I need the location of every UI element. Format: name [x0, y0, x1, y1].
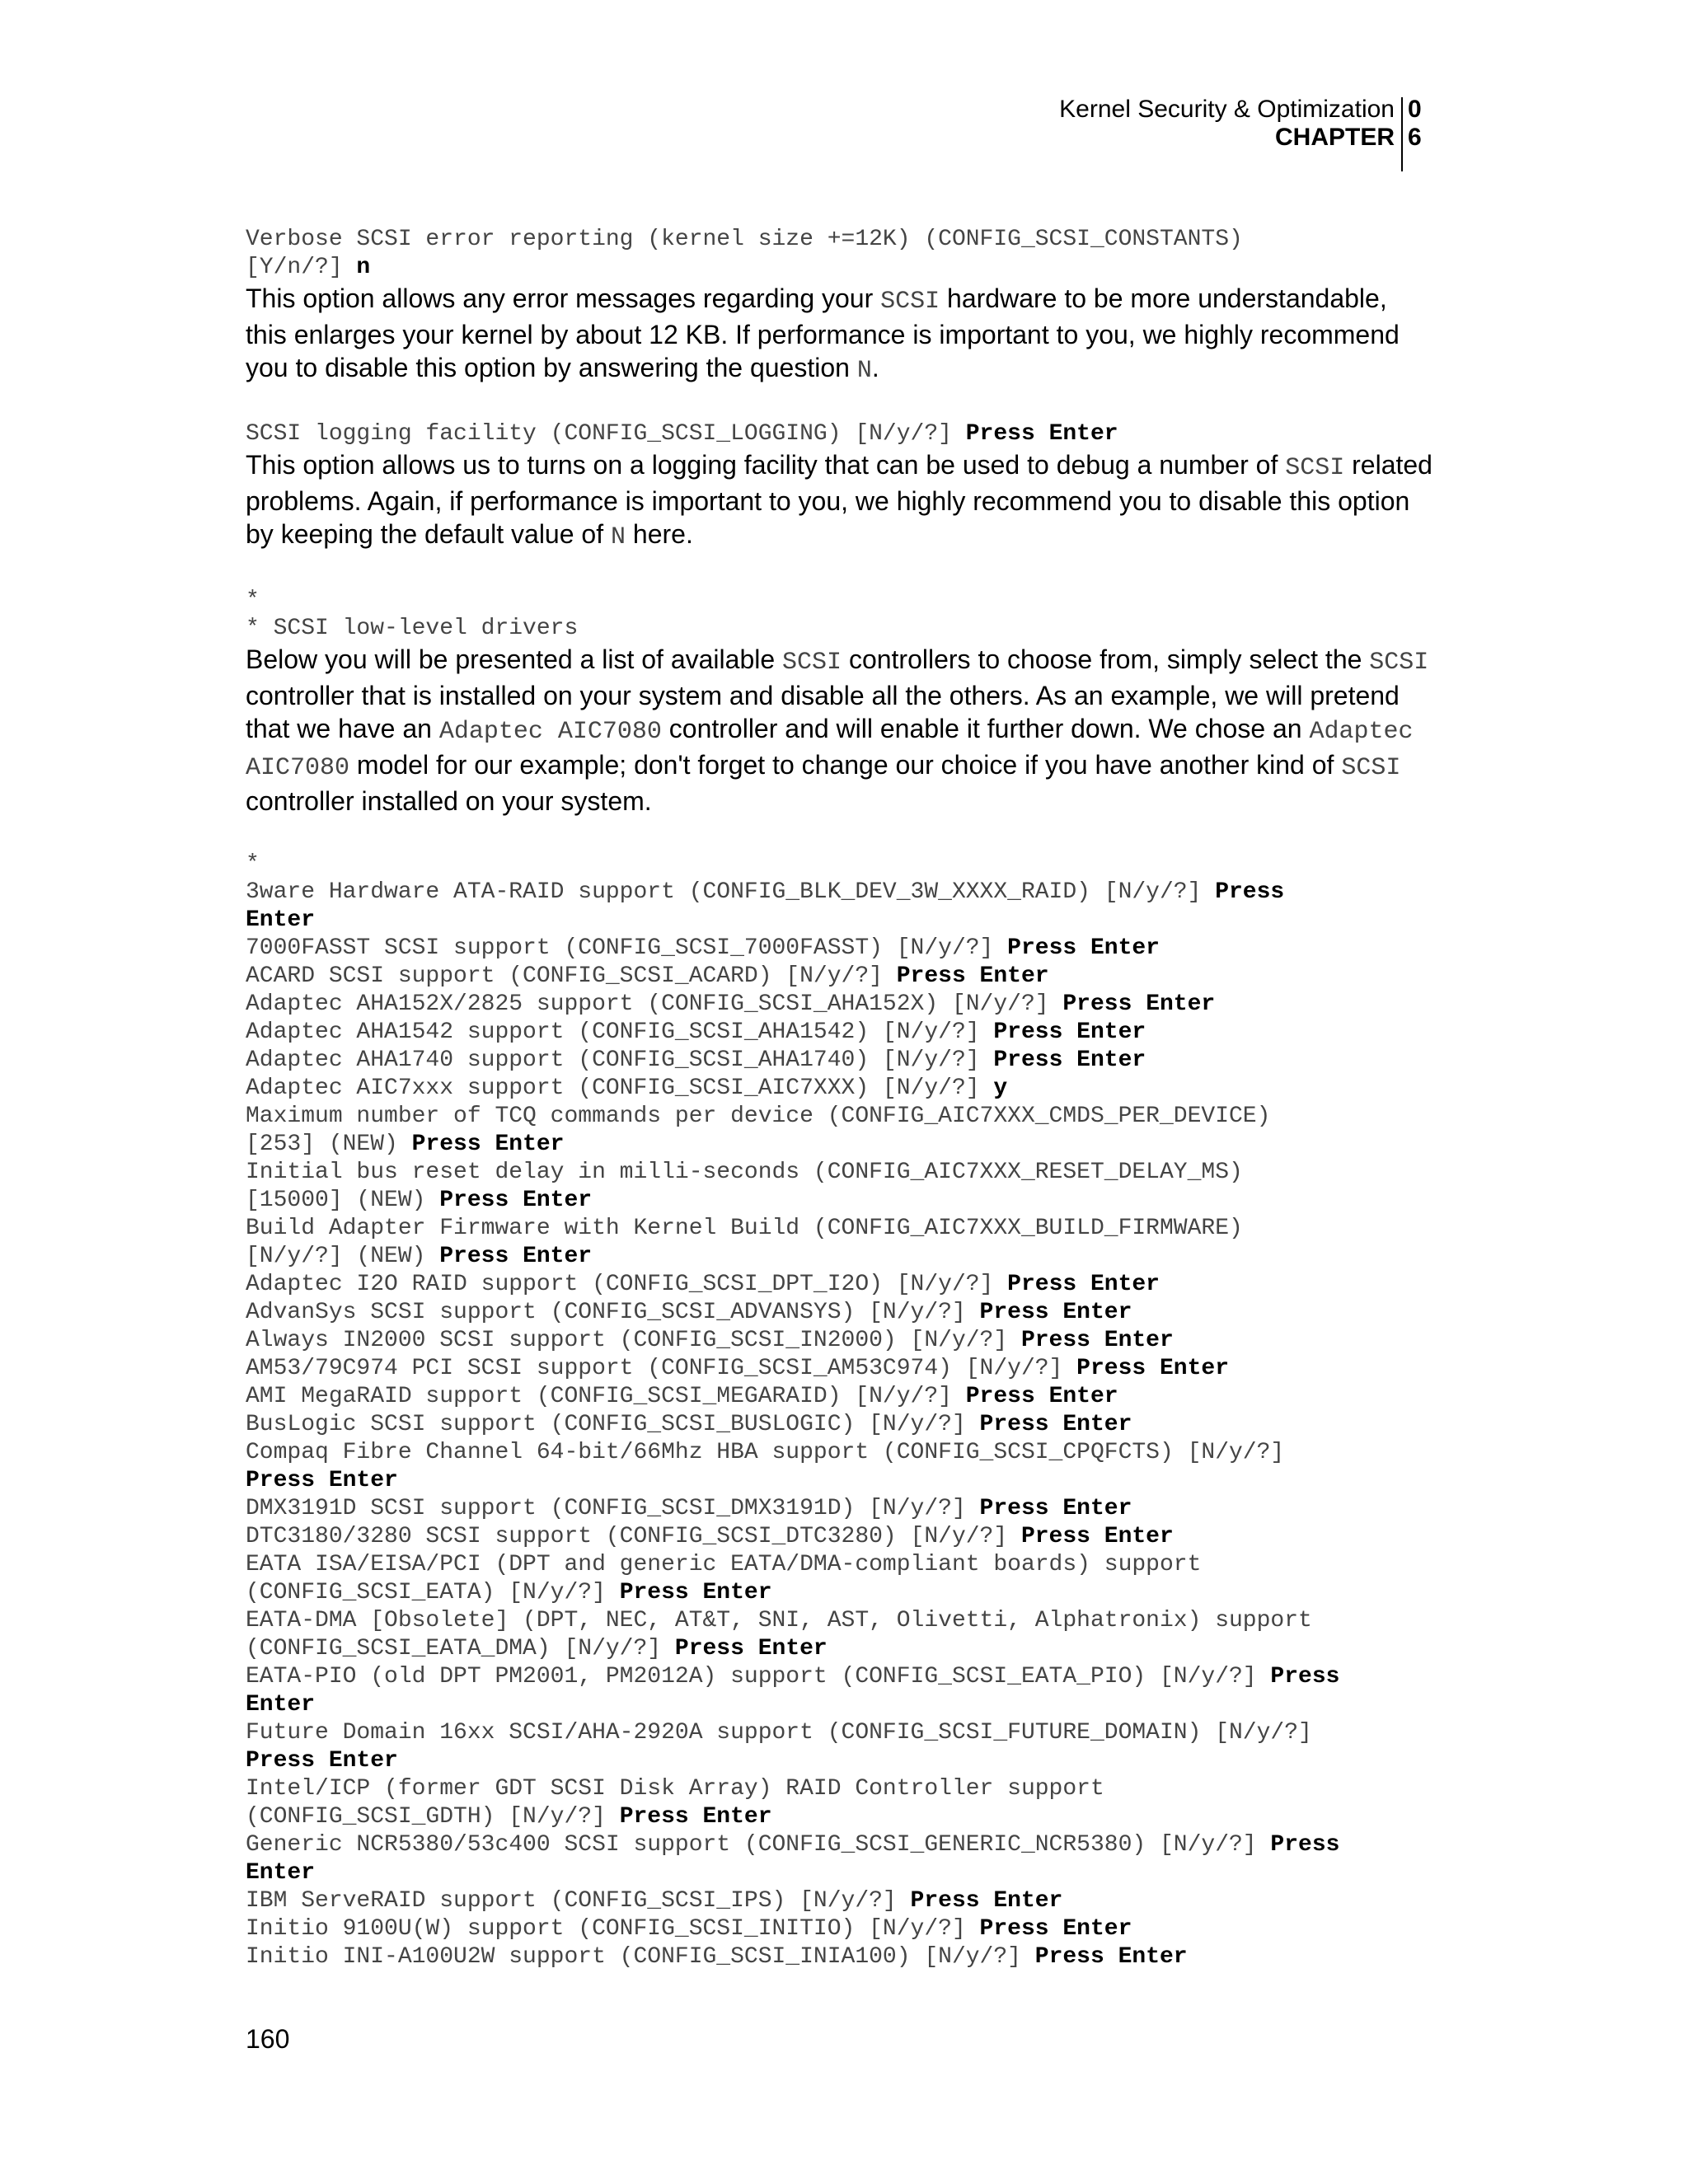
code-answer: Press Enter [979, 1916, 1132, 1942]
code-text: 7000FASST SCSI support (CONFIG_SCSI_7000FASST) [N/y/?] [246, 935, 1008, 961]
driver-line [246, 1215, 1432, 1243]
code-answer: Press Enter [411, 1132, 565, 1157]
driver-line [246, 1467, 1432, 1495]
code-text: Adaptec AHA1542 support (CONFIG_SCSI_AHA1542) [N/y/?] [246, 1019, 994, 1045]
driver-line [246, 1103, 1432, 1131]
code-answer: Press Enter [896, 963, 1049, 989]
code-text: (CONFIG_SCSI_EATA_DMA) [N/y/?] [246, 1636, 675, 1661]
code-answer: Press Enter [619, 1580, 772, 1605]
code-text: EATA-PIO (old DPT PM2001, PM2012A) support (CONFIG_SCSI_EATA_PIO) [N/y/?] [246, 1664, 1271, 1690]
code-text: Future Domain 16xx SCSI/AHA-2920A support (CONFIG_SCSI_FUTURE_DOMAIN) [N/y/?] [246, 1720, 1312, 1746]
text: model for our example; don't forget to change our choice if you have another kind of [349, 750, 1342, 780]
driver-list [246, 879, 1432, 1971]
driver-line [246, 907, 1432, 935]
code-text: [N/y/?] (NEW) [246, 1244, 440, 1269]
code-line: * SCSI low-level drivers [246, 616, 579, 641]
code-answer: Press [1270, 1664, 1340, 1690]
driver-line [246, 1607, 1432, 1635]
driver-line [246, 1411, 1432, 1439]
inline-code: Adaptec AIC7080 [438, 718, 662, 746]
header-divider [1401, 97, 1403, 171]
inline-code: Adaptec AIC7080 [246, 718, 1414, 782]
code-text: SCSI logging facility (CONFIG_SCSI_LOGGING) [N/y/?] [246, 421, 966, 447]
code-text: Adaptec I2O RAID support (CONFIG_SCSI_DPT_I2O) [N/y/?] [246, 1272, 1008, 1297]
code-answer: Press Enter [1076, 1356, 1230, 1381]
code-answer: Enter [246, 1692, 316, 1718]
code-answer: Press Enter [979, 1496, 1132, 1521]
driver-line [246, 1691, 1432, 1719]
driver-line [246, 1383, 1432, 1411]
text: related problems. Again, if performance is important to you, we highly recommend you to disable this option by keeping the default value of [246, 450, 1432, 549]
inline-code: SCSI [782, 649, 842, 677]
driver-line [246, 1943, 1432, 1971]
code-answer: Press Enter [965, 421, 1118, 447]
code-text: Initial bus reset delay in milli-seconds (CONFIG_AIC7XXX_RESET_DELAY_MS) [246, 1160, 1243, 1185]
text: controllers to choose from, simply select the [842, 644, 1370, 674]
chapter-label: CHAPTER [1274, 124, 1395, 151]
driver-line [246, 1495, 1432, 1523]
code-text: [253] (NEW) [246, 1132, 412, 1157]
text: . [871, 353, 879, 382]
code-answer: Press Enter [674, 1636, 828, 1661]
driver-line [246, 935, 1432, 963]
text: here. [626, 519, 693, 549]
driver-line [246, 1887, 1432, 1915]
code-text: Initio INI-A100U2W support (CONFIG_SCSI_INIA100) [N/y/?] [246, 1944, 1035, 1970]
code-text: Maximum number of TCQ commands per device (CONFIG_AIC7XXX_CMDS_PER_DEVICE) [246, 1104, 1271, 1129]
code-answer: Enter [246, 907, 316, 933]
code-text: EATA-DMA [Obsolete] (DPT, NEC, AT&T, SNI, AST, Olivetti, Alphatronix) support [246, 1608, 1312, 1633]
code-answer: Press Enter [619, 1804, 772, 1830]
driver-line [246, 1439, 1432, 1467]
code-text: Adaptec AIC7xxx support (CONFIG_SCSI_AIC7XXX) [N/y/?] [246, 1076, 994, 1101]
text: This option allows any error messages regarding your [246, 284, 881, 313]
driver-line [246, 1915, 1432, 1943]
inline-code: SCSI [1285, 454, 1345, 482]
code-text: Initio 9100U(W) support (CONFIG_SCSI_INITIO) [N/y/?] [246, 1916, 980, 1942]
driver-line [246, 991, 1432, 1019]
text: controller and will enable it further down. We chose an [661, 714, 1310, 743]
driver-line [246, 1271, 1432, 1299]
code-text: Always IN2000 SCSI support (CONFIG_SCSI_IN2000) [N/y/?] [246, 1328, 1021, 1353]
code-answer: Press Enter [246, 1748, 398, 1774]
driver-line [246, 1131, 1432, 1159]
code-text: AM53/79C974 PCI SCSI support (CONFIG_SCSI_AM53C974) [N/y/?] [246, 1356, 1077, 1381]
driver-line [246, 1663, 1432, 1691]
code-text: (CONFIG_SCSI_GDTH) [N/y/?] [246, 1804, 620, 1830]
driver-line [246, 963, 1432, 991]
paragraph [246, 643, 1432, 818]
code-text: (CONFIG_SCSI_EATA) [N/y/?] [246, 1580, 620, 1605]
driver-line [246, 1327, 1432, 1355]
driver-line [246, 1047, 1432, 1075]
driver-line [246, 1775, 1432, 1803]
driver-line [246, 1579, 1432, 1607]
driver-line [246, 1719, 1432, 1747]
code-answer: Press Enter [246, 1468, 398, 1493]
code-answer: Press Enter [1020, 1328, 1174, 1353]
inline-code: N [856, 357, 872, 385]
code-text: Intel/ICP (former GDT SCSI Disk Array) RAID Controller support [246, 1776, 1104, 1802]
code-text: AdvanSys SCSI support (CONFIG_SCSI_ADVANSYS) [N/y/?] [246, 1300, 980, 1325]
driver-line [246, 1747, 1432, 1775]
driver-line [246, 1075, 1432, 1103]
page-body [246, 226, 1432, 1971]
code-text: [Y/n/?] [246, 255, 357, 280]
code-text: IBM ServeRAID support (CONFIG_SCSI_IPS) [N/y/?] [246, 1888, 911, 1914]
code-text: Generic NCR5380/53c400 SCSI support (CONFIG_SCSI_GENERIC_NCR5380) [N/y/?] [246, 1832, 1271, 1858]
driver-line [246, 1803, 1432, 1831]
driver-line [246, 1635, 1432, 1663]
paragraph [246, 282, 1432, 387]
code-answer: Press Enter [979, 1300, 1132, 1325]
code-text: EATA ISA/EISA/PCI (DPT and generic EATA/DMA-compliant boards) support [246, 1552, 1202, 1577]
driver-line [246, 879, 1432, 907]
code-answer: Press Enter [1034, 1944, 1188, 1970]
code-answer: Press Enter [1007, 1272, 1160, 1297]
running-header [1059, 96, 1401, 152]
code-answer: Press Enter [1007, 935, 1160, 961]
code-answer: Press Enter [979, 1412, 1132, 1437]
code-line [246, 420, 1432, 448]
inline-code: N [610, 523, 626, 551]
driver-line [246, 1859, 1432, 1887]
code-line [246, 254, 1432, 282]
chapter-number-top: 0 [1408, 96, 1422, 123]
code-text: Compaq Fibre Channel 64-bit/66Mhz HBA support (CONFIG_SCSI_CPQFCTS) [N/y/?] [246, 1440, 1285, 1465]
page-number: 160 [246, 2024, 290, 2054]
text: hardware to be more understandable, this enlarges your kernel by about 12 KB. If performance is important to you, we highly recommend you to disable this option by answering the question [246, 284, 1400, 382]
paragraph [246, 448, 1432, 554]
driver-line [246, 1523, 1432, 1551]
chapter-number [1408, 96, 1422, 152]
text: controller installed on your system. [246, 786, 652, 816]
code-answer: Press Enter [439, 1244, 593, 1269]
code-answer: Press Enter [993, 1047, 1146, 1073]
driver-line [246, 1019, 1432, 1047]
code-answer: Press Enter [439, 1188, 593, 1213]
code-text: BusLogic SCSI support (CONFIG_SCSI_BUSLOGIC) [N/y/?] [246, 1412, 980, 1437]
code-answer: Press Enter [910, 1888, 1063, 1914]
code-answer: Press Enter [965, 1384, 1118, 1409]
driver-line [246, 1187, 1432, 1215]
chapter-number-bottom: 6 [1408, 124, 1422, 151]
code-text: Adaptec AHA152X/2825 support (CONFIG_SCSI_AHA152X) [N/y/?] [246, 991, 1063, 1017]
code-answer: Press Enter [1062, 991, 1216, 1017]
code-text: ACARD SCSI support (CONFIG_SCSI_ACARD) [N/y/?] [246, 963, 897, 989]
driver-line [246, 1299, 1432, 1327]
driver-line [246, 1243, 1432, 1271]
code-answer: Press Enter [1020, 1524, 1174, 1549]
code-text: AMI MegaRAID support (CONFIG_SCSI_MEGARAID) [N/y/?] [246, 1384, 966, 1409]
code-text: Adaptec AHA1740 support (CONFIG_SCSI_AHA1740) [N/y/?] [246, 1047, 994, 1073]
text: Below you will be presented a list of available [246, 644, 783, 674]
inline-code: SCSI [880, 288, 940, 316]
text: controller that is installed on your system and disable all the others. As an example, we will pretend that we have an [246, 681, 1400, 743]
code-text: [15000] (NEW) [246, 1188, 440, 1213]
code-text: DTC3180/3280 SCSI support (CONFIG_SCSI_DTC3280) [N/y/?] [246, 1524, 1021, 1549]
code-line: * [246, 851, 260, 877]
code-answer: y [993, 1076, 1008, 1101]
inline-code: SCSI [1341, 754, 1401, 782]
code-text: 3ware Hardware ATA-RAID support (CONFIG_BLK_DEV_3W_XXXX_RAID) [N/y/?] [246, 879, 1216, 905]
inline-code: SCSI [1369, 649, 1429, 677]
code-text: DMX3191D SCSI support (CONFIG_SCSI_DMX3191D) [N/y/?] [246, 1496, 980, 1521]
driver-line [246, 1355, 1432, 1383]
code-text: Build Adapter Firmware with Kernel Build (CONFIG_AIC7XXX_BUILD_FIRMWARE) [246, 1216, 1243, 1241]
driver-line [246, 1551, 1432, 1579]
text: This option allows us to turns on a logging facility that can be used to debug a number of [246, 450, 1286, 480]
code-line: Verbose SCSI error reporting (kernel size +=12K) (CONFIG_SCSI_CONSTANTS) [246, 227, 1243, 252]
code-line: * [246, 588, 260, 613]
driver-line [246, 1831, 1432, 1859]
code-answer: Enter [246, 1860, 316, 1886]
code-answer: Press [1270, 1832, 1340, 1858]
driver-line [246, 1159, 1432, 1187]
code-answer: Press [1215, 879, 1285, 905]
section-title: Kernel Security & Optimization [1059, 96, 1395, 123]
code-answer: Press Enter [993, 1019, 1146, 1045]
code-answer: n [356, 255, 371, 280]
